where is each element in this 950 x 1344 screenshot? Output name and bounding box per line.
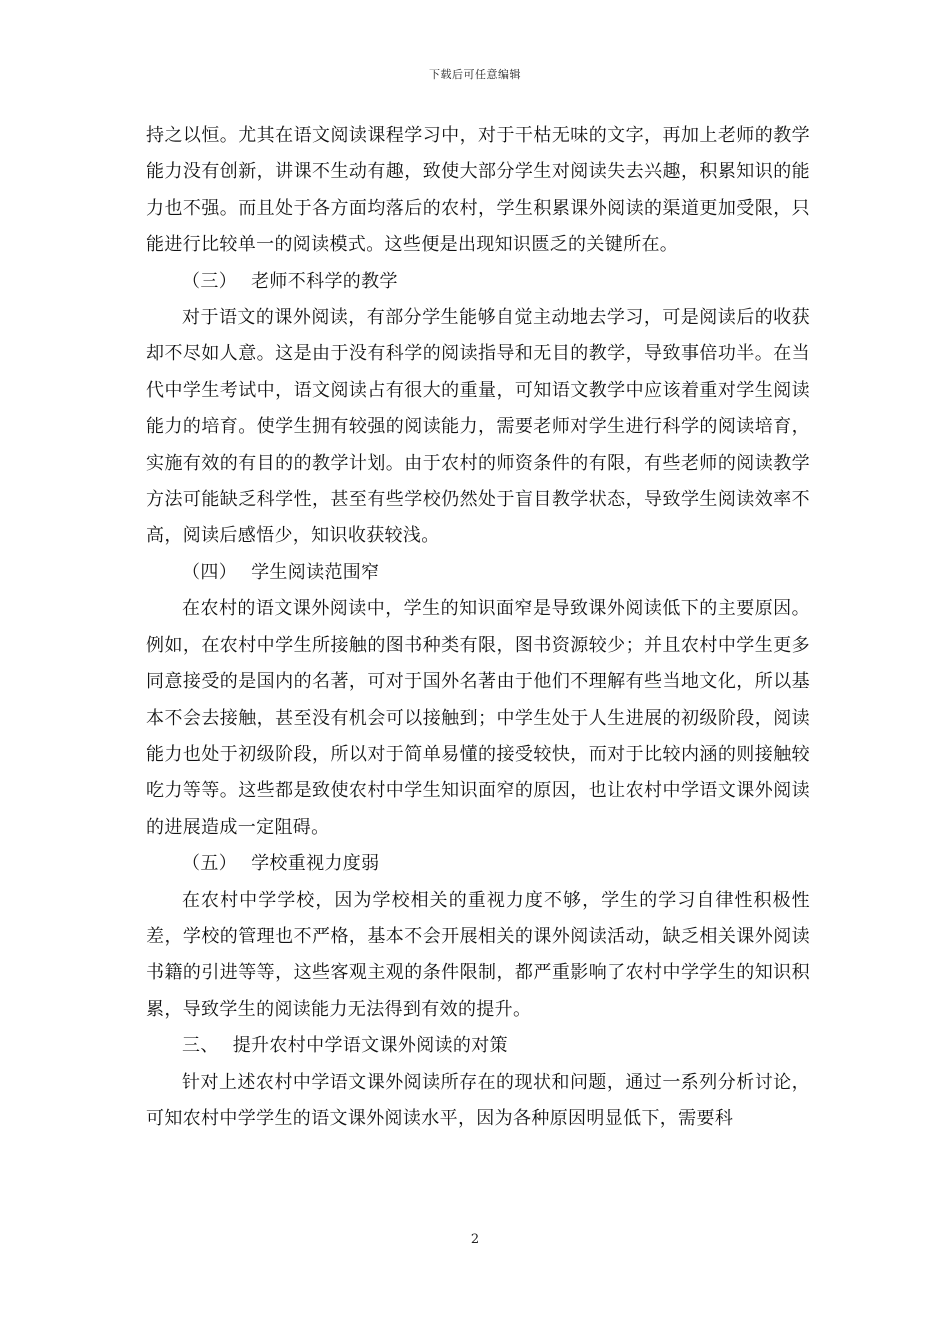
document-body [146, 118, 810, 1137]
section-title: 老师不科学的教学 [251, 270, 398, 292]
section-number: （三） [182, 270, 238, 292]
section-title: 学生阅读范围窄 [251, 561, 380, 583]
header-note: 下载后可任意编辑 [429, 68, 521, 81]
chapter-heading-3 [146, 1028, 810, 1064]
chapter-title: 提升农村中学语文课外阅读的对策 [232, 1035, 508, 1057]
paragraph: 对于语文的课外阅读，有部分学生能够自觉主动地去学习，可是阅读后的收获却不尽如人意。这是由于没有科学的阅读指导和无目的教学，导致事倍功半。在当代中学生考试中，语文阅读占有很大的重量，可知语文教学中应该着重对学生阅读能力的培育。使学生拥有较强的阅读能力，需要老师对学生进行科学的阅读培育，实施有效的有目的的教学计划。由于农村的师资条件的有限，有些老师的阅读教学方法可能缺乏科学性，甚至有些学校仍然处于盲目教学状态，导致学生阅读效率不高，阅读后感悟少，知识收获较浅。 [146, 307, 810, 547]
section-heading-5 [146, 846, 810, 882]
section-title: 学校重视力度弱 [251, 853, 380, 875]
section-heading-4 [146, 555, 810, 591]
paragraph: 在农村中学学校，因为学校相关的重视力度不够，学生的学习自律性积极性差，学校的管理也不严格，基本不会开展相关的课外阅读活动，缺乏相关课外阅读书籍的引进等等，这些客观主观的条件限制，都严重影响了农村中学学生的知识积累，导致学生的阅读能力无法得到有效的提升。 [146, 889, 810, 1020]
paragraph: 针对上述农村中学语文课外阅读所存在的现状和问题，通过一系列分析讨论，可知农村中学学生的语文课外阅读水平，因为各种原因明显低下，需要科 [146, 1071, 810, 1129]
section-number: （四） [182, 561, 238, 583]
section-number: （五） [182, 853, 238, 875]
paragraph: 在农村的语文课外阅读中，学生的知识面窄是导致课外阅读低下的主要原因。例如，在农村中学生所接触的图书种类有限，图书资源较少；并且农村中学生更多同意接受的是国内的名著，可对于国外名著由于他们不理解有些当地文化，所以基本不会去接触，甚至没有机会可以接触到；中学生处于人生进展的初级阶段，阅读能力也处于初级阶段，所以对于简单易懂的接受较快，而对于比较内涵的则接触较吃力等等。这些都是致使农村中学生知识面窄的原因，也让农村中学语文课外阅读的进展造成一定阻碍。 [146, 598, 810, 838]
section-heading-3 [146, 264, 810, 300]
paragraph-continuation: 持之以恒。尤其在语文阅读课程学习中，对于干枯无味的文字，再加上老师的教学能力没有创新，讲课不生动有趣，致使大部分学生对阅读失去兴趣，积累知识的能力也不强。而且处于各方面均落后的农村，学生积累课外阅读的渠道更加受限，只能进行比较单一的阅读模式。这些便是出现知识匮乏的关键所在。 [146, 125, 810, 256]
page-number: 2 [470, 1232, 480, 1247]
chapter-number: 三、 [182, 1035, 219, 1057]
